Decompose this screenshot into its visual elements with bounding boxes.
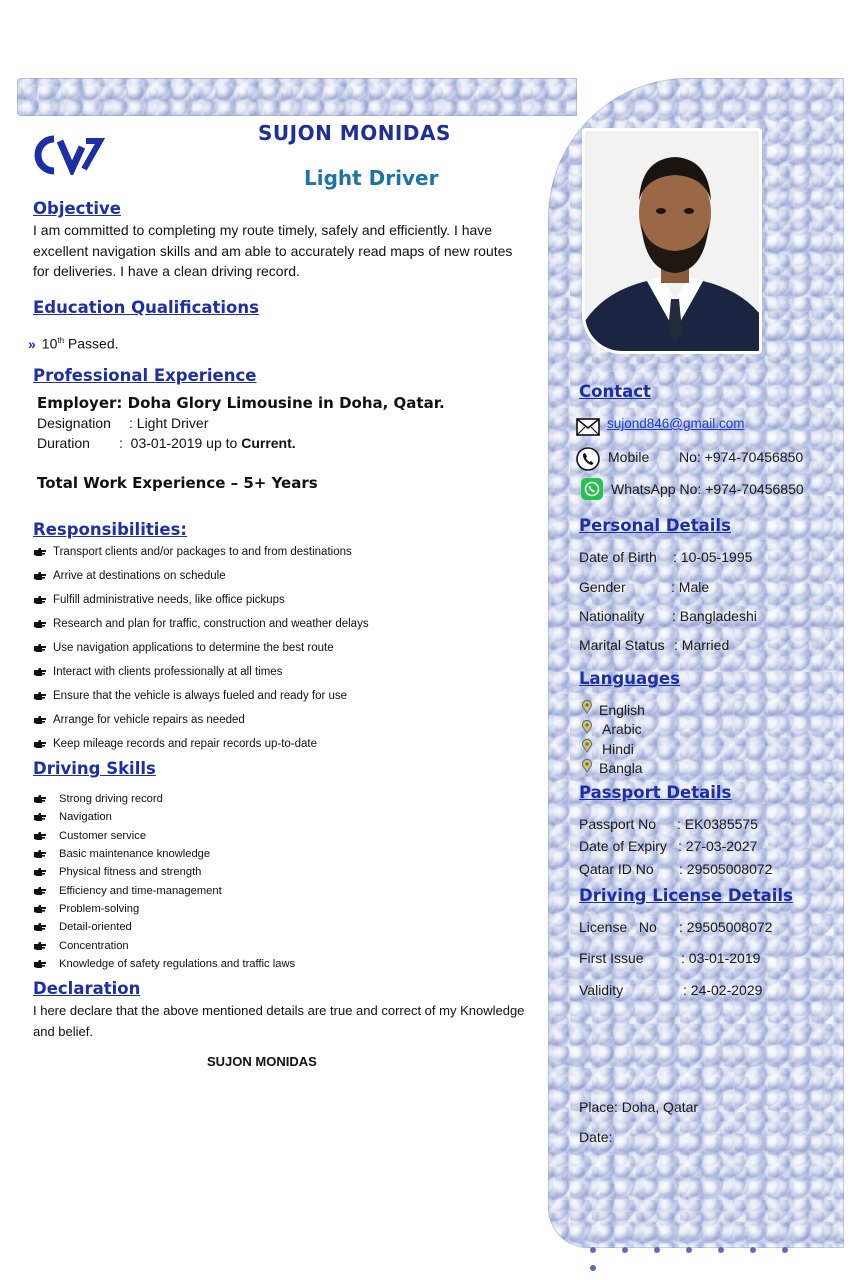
passport-no-label: Passport No	[579, 816, 657, 832]
language-arabic: Arabic	[602, 721, 642, 737]
list-item-text: Keep mileage records and repair records up-to-date	[53, 738, 318, 750]
list-item	[33, 540, 543, 564]
list-item	[33, 790, 543, 808]
declaration-line: and belief.	[33, 1023, 93, 1039]
pointing-hand-icon	[33, 715, 47, 725]
declaration-line: I here declare that the above mentioned details are true and correct of my Knowledge	[33, 1003, 525, 1018]
objective-text	[33, 220, 543, 282]
first-issue-value: : 03-01-2019	[681, 950, 761, 966]
education-item	[28, 331, 119, 354]
whatsapp-icon	[580, 477, 604, 501]
license-no-label: License No	[579, 919, 657, 935]
pointing-hand-icon	[33, 547, 47, 557]
first-issue-label: First Issue	[579, 950, 644, 966]
dob-value: : 10-05-1995	[673, 549, 753, 565]
languages-heading: Languages	[579, 669, 680, 688]
passport-expiry-label: Date of Expiry	[579, 838, 667, 854]
pointing-hand-icon	[33, 886, 47, 896]
objective-line: I am committed to completing my route timely, safely and efficiently. I have	[33, 222, 493, 238]
passport-expiry-value: : 27-03-2027	[678, 838, 758, 854]
map-pin-icon	[581, 739, 593, 753]
list-item	[33, 955, 543, 973]
mobile-label: Mobile	[608, 449, 650, 465]
list-item	[33, 588, 543, 612]
qatar-id-label: Qatar ID No	[579, 861, 654, 877]
pointing-hand-icon	[33, 794, 47, 804]
map-pin-icon	[581, 759, 593, 773]
pointing-hand-icon	[33, 867, 47, 877]
logo-icon	[32, 135, 106, 175]
envelope-icon	[576, 417, 600, 437]
pointing-hand-icon	[33, 849, 47, 859]
double-chevron-icon: »	[28, 335, 36, 352]
pointing-hand-icon	[33, 959, 47, 969]
list-item	[33, 612, 543, 636]
list-item-text: Problem-solving	[59, 902, 140, 915]
list-item-text: Physical fitness and strength	[59, 866, 202, 879]
objective-heading: Objective	[33, 199, 121, 218]
duration-label: Duration	[37, 435, 90, 451]
marital-label: Marital Status	[579, 637, 665, 653]
validity-value: : 24-02-2029	[683, 982, 763, 998]
duration-end: Current.	[241, 435, 296, 451]
objective-line: excellent navigation skills and am able to accurately read maps of new routes	[33, 242, 513, 259]
list-item-text: Detail-oriented	[59, 921, 132, 934]
responsibilities-list	[33, 540, 543, 756]
gender-label: Gender	[579, 579, 626, 595]
job-title: Light Driver	[304, 166, 439, 190]
place: Place: Doha, Qatar	[579, 1099, 699, 1115]
list-item-text: Arrive at destinations on schedule	[53, 570, 226, 582]
pointing-hand-icon	[33, 904, 47, 914]
list-item-text: Efficiency and time-management	[59, 884, 222, 897]
list-item-text: Transport clients and/or packages to and from destinations	[53, 546, 352, 558]
list-item	[33, 660, 543, 684]
contact-heading: Contact	[579, 382, 651, 401]
passport-no-value: : EK0385575	[677, 816, 758, 832]
pointing-hand-icon	[33, 667, 47, 677]
pointing-hand-icon	[33, 619, 47, 629]
list-item-text: Strong driving record	[59, 793, 163, 806]
marital-value: : Married	[674, 637, 730, 653]
profile-photo	[582, 128, 762, 354]
responsibilities-heading: Responsibilities:	[33, 520, 188, 539]
duration-value: : 03-01-2019 up to	[119, 435, 242, 451]
designation-label: Designation	[37, 415, 111, 431]
list-item-text: Ensure that the vehicle is always fueled and ready for use	[53, 690, 348, 702]
list-item-text: Arrange for vehicle repairs as needed	[53, 714, 245, 726]
email-link[interactable]: sujond846@gmail.com	[607, 416, 745, 431]
list-item	[33, 827, 543, 845]
pointing-hand-icon	[33, 941, 47, 951]
nationality-label: Nationality	[579, 608, 645, 624]
list-item-text: Knowledge of safety regulations and traffic laws	[59, 957, 296, 970]
employer: Employer: Doha Glory Limousine in Doha, Qatar.	[37, 394, 445, 412]
list-item	[33, 636, 543, 660]
education-item-sup: th	[57, 336, 65, 345]
list-item-text: Use navigation applications to determine the best route	[53, 642, 334, 654]
driving-skills-heading: Driving Skills	[33, 759, 156, 778]
personal-details-heading: Personal Details	[579, 516, 731, 535]
list-item	[33, 881, 543, 899]
pointing-hand-icon	[33, 831, 47, 841]
list-item-text: Interact with clients professionally at all times	[53, 666, 283, 678]
list-item	[33, 684, 543, 708]
experience-heading: Professional Experience	[33, 366, 257, 385]
pointing-hand-icon	[33, 595, 47, 605]
pointing-hand-icon	[33, 812, 47, 822]
driving-skills-list	[33, 790, 543, 973]
language-english: English	[599, 702, 645, 718]
list-item	[33, 900, 543, 918]
list-item	[33, 564, 543, 588]
list-item-text: Navigation	[59, 811, 112, 824]
list-item	[33, 808, 543, 826]
education-item-grade: 10	[41, 335, 58, 352]
map-pin-icon	[581, 720, 593, 734]
list-item-text: Fulfill administrative needs, like office pickups	[53, 594, 285, 606]
duration-row	[37, 433, 296, 454]
signature-name: SUJON MONIDAS	[207, 1054, 317, 1069]
date: Date:	[579, 1129, 613, 1145]
candidate-name: SUJON MONIDAS	[258, 121, 451, 145]
nationality-value: : Bangladeshi	[672, 608, 757, 624]
validity-label: Validity	[579, 982, 624, 998]
passport-heading: Passport Details	[579, 783, 732, 802]
person-portrait-icon	[585, 131, 762, 354]
education-item-status: Passed.	[64, 335, 119, 352]
qatar-id-value: : 29505008072	[679, 861, 773, 877]
panel-dots-decoration	[590, 1240, 840, 1250]
list-item-text: Basic maintenance knowledge	[59, 848, 211, 861]
designation-value: : Light Driver	[129, 415, 209, 431]
list-item	[33, 936, 543, 954]
map-pin-icon	[581, 700, 593, 714]
total-experience: Total Work Experience – 5+ Years	[37, 474, 318, 492]
pointing-hand-icon	[33, 739, 47, 749]
pointing-hand-icon	[33, 643, 47, 653]
education-heading: Education Qualifications	[33, 298, 259, 317]
mobile-number: No: +974-70456850	[679, 449, 804, 465]
license-no-value: : 29505008072	[679, 919, 773, 935]
pointing-hand-icon	[33, 922, 47, 932]
header-bubble-band	[17, 78, 577, 116]
list-item	[33, 708, 543, 732]
list-item-text: Customer service	[59, 829, 147, 842]
list-item-text: Research and plan for traffic, construction and weather delays	[53, 618, 369, 630]
dob-label: Date of Birth	[579, 549, 657, 565]
gender-value: : Male	[671, 579, 710, 595]
objective-line: for deliveries. I have a clean driving record.	[33, 263, 300, 279]
list-item	[33, 732, 543, 756]
designation-row	[37, 413, 208, 434]
list-item-text: Concentration	[59, 939, 129, 952]
driving-license-heading: Driving License Details	[579, 886, 793, 905]
list-item	[33, 863, 543, 881]
list-item	[33, 845, 543, 863]
declaration-heading: Declaration	[33, 979, 141, 998]
pointing-hand-icon	[33, 691, 47, 701]
language-hindi: Hindi	[602, 741, 634, 757]
pointing-hand-icon	[33, 571, 47, 581]
phone-icon	[576, 447, 600, 471]
list-item	[33, 918, 543, 936]
whatsapp-number: WhatsApp No: +974-70456850	[611, 481, 804, 497]
declaration-text	[33, 1001, 545, 1042]
language-bangla: Bangla	[599, 760, 643, 776]
